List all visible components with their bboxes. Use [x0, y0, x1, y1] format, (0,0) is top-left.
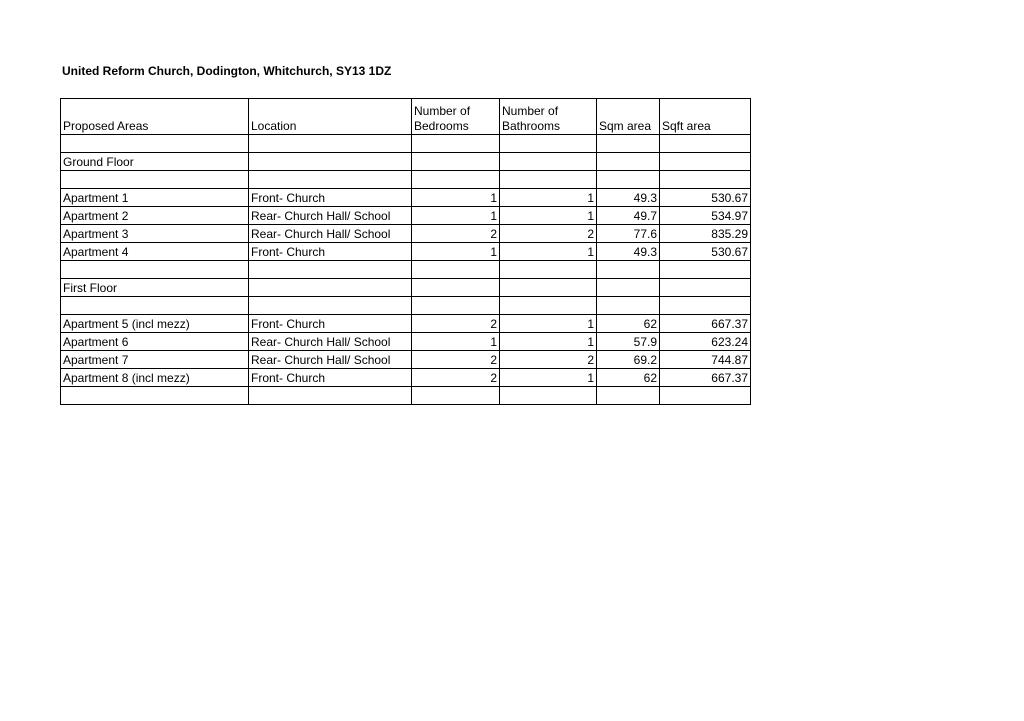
cell-area: Apartment 7 [61, 351, 249, 369]
section-label: First Floor [61, 279, 249, 297]
header-bedrooms-line2: Bedrooms [414, 119, 469, 133]
empty-cell [597, 297, 660, 315]
header-bedrooms-line1: Number of [414, 104, 471, 118]
empty-cell [597, 261, 660, 279]
cell-sqft: 744.87 [660, 351, 751, 369]
table-row [61, 225, 751, 243]
cell-bathrooms: 1 [500, 333, 597, 351]
empty-cell [597, 387, 660, 405]
empty-cell [412, 153, 500, 171]
empty-cell [412, 279, 500, 297]
cell-area: Apartment 4 [61, 243, 249, 261]
cell-sqft: 534.97 [660, 207, 751, 225]
cell-area: Apartment 8 (incl mezz) [61, 369, 249, 387]
cell-bathrooms: 1 [500, 315, 597, 333]
empty-cell [660, 153, 751, 171]
empty-cell [660, 135, 751, 153]
empty-cell [500, 135, 597, 153]
empty-cell [660, 297, 751, 315]
header-proposed-areas: Proposed Areas [61, 99, 249, 135]
empty-cell [61, 135, 249, 153]
empty-cell [61, 171, 249, 189]
empty-cell [660, 279, 751, 297]
cell-area: Apartment 6 [61, 333, 249, 351]
table-row [61, 351, 751, 369]
empty-cell [249, 153, 412, 171]
table-row [61, 207, 751, 225]
section-row [61, 279, 751, 297]
cell-area: Apartment 5 (incl mezz) [61, 315, 249, 333]
header-bedrooms [412, 99, 500, 135]
blank-row [61, 261, 751, 279]
cell-sqft: 530.67 [660, 243, 751, 261]
cell-bathrooms: 1 [500, 369, 597, 387]
empty-cell [660, 387, 751, 405]
empty-cell [61, 297, 249, 315]
table-row [61, 315, 751, 333]
cell-sqft: 623.24 [660, 333, 751, 351]
document-title: United Reform Church, Dodington, Whitchurch, SY13 1DZ [62, 64, 392, 78]
cell-bedrooms: 2 [412, 369, 500, 387]
empty-cell [249, 279, 412, 297]
cell-location: Rear- Church Hall/ School [249, 225, 412, 243]
empty-cell [500, 261, 597, 279]
cell-location: Front- Church [249, 369, 412, 387]
header-row [61, 99, 751, 135]
cell-location: Front- Church [249, 189, 412, 207]
cell-sqm: 69.2 [597, 351, 660, 369]
empty-cell [597, 135, 660, 153]
cell-sqm: 49.3 [597, 243, 660, 261]
header-bathrooms-line2: Bathrooms [502, 119, 561, 133]
empty-cell [249, 297, 412, 315]
empty-cell [660, 171, 751, 189]
cell-bathrooms: 1 [500, 189, 597, 207]
header-bathrooms [500, 99, 597, 135]
empty-cell [597, 153, 660, 171]
empty-cell [500, 297, 597, 315]
cell-sqm: 77.6 [597, 225, 660, 243]
cell-bedrooms: 1 [412, 333, 500, 351]
empty-cell [412, 387, 500, 405]
empty-cell [249, 261, 412, 279]
cell-location: Rear- Church Hall/ School [249, 207, 412, 225]
header-location: Location [249, 99, 412, 135]
cell-bedrooms: 1 [412, 243, 500, 261]
empty-cell [412, 171, 500, 189]
cell-location: Rear- Church Hall/ School [249, 333, 412, 351]
cell-bedrooms: 2 [412, 225, 500, 243]
table-row [61, 333, 751, 351]
table-row [61, 369, 751, 387]
blank-row [61, 135, 751, 153]
areas-table [60, 98, 751, 405]
cell-sqft: 530.67 [660, 189, 751, 207]
cell-location: Rear- Church Hall/ School [249, 351, 412, 369]
cell-sqm: 49.7 [597, 207, 660, 225]
cell-sqft: 667.37 [660, 369, 751, 387]
cell-area: Apartment 2 [61, 207, 249, 225]
empty-cell [412, 261, 500, 279]
cell-area: Apartment 3 [61, 225, 249, 243]
empty-cell [500, 387, 597, 405]
empty-cell [249, 171, 412, 189]
cell-bedrooms: 1 [412, 207, 500, 225]
cell-bedrooms: 2 [412, 315, 500, 333]
empty-cell [500, 153, 597, 171]
header-sqft-area: Sqft area [660, 99, 751, 135]
cell-bedrooms: 2 [412, 351, 500, 369]
header-bathrooms-line1: Number of [502, 104, 559, 118]
cell-sqm: 57.9 [597, 333, 660, 351]
section-label: Ground Floor [61, 153, 249, 171]
cell-bathrooms: 1 [500, 207, 597, 225]
header-sqm-area: Sqm area [597, 99, 660, 135]
blank-row [61, 387, 751, 405]
cell-sqm: 49.3 [597, 189, 660, 207]
cell-bathrooms: 2 [500, 225, 597, 243]
cell-sqm: 62 [597, 315, 660, 333]
cell-bedrooms: 1 [412, 189, 500, 207]
empty-cell [249, 387, 412, 405]
empty-cell [500, 279, 597, 297]
empty-cell [597, 279, 660, 297]
empty-cell [61, 261, 249, 279]
cell-bathrooms: 2 [500, 351, 597, 369]
table-row [61, 189, 751, 207]
cell-area: Apartment 1 [61, 189, 249, 207]
blank-row [61, 297, 751, 315]
empty-cell [249, 135, 412, 153]
cell-location: Front- Church [249, 243, 412, 261]
cell-location: Front- Church [249, 315, 412, 333]
empty-cell [412, 297, 500, 315]
table-row [61, 243, 751, 261]
empty-cell [660, 261, 751, 279]
cell-sqm: 62 [597, 369, 660, 387]
empty-cell [597, 171, 660, 189]
empty-cell [61, 387, 249, 405]
empty-cell [412, 135, 500, 153]
cell-sqft: 667.37 [660, 315, 751, 333]
blank-row [61, 171, 751, 189]
cell-sqft: 835.29 [660, 225, 751, 243]
cell-bathrooms: 1 [500, 243, 597, 261]
section-row [61, 153, 751, 171]
empty-cell [500, 171, 597, 189]
